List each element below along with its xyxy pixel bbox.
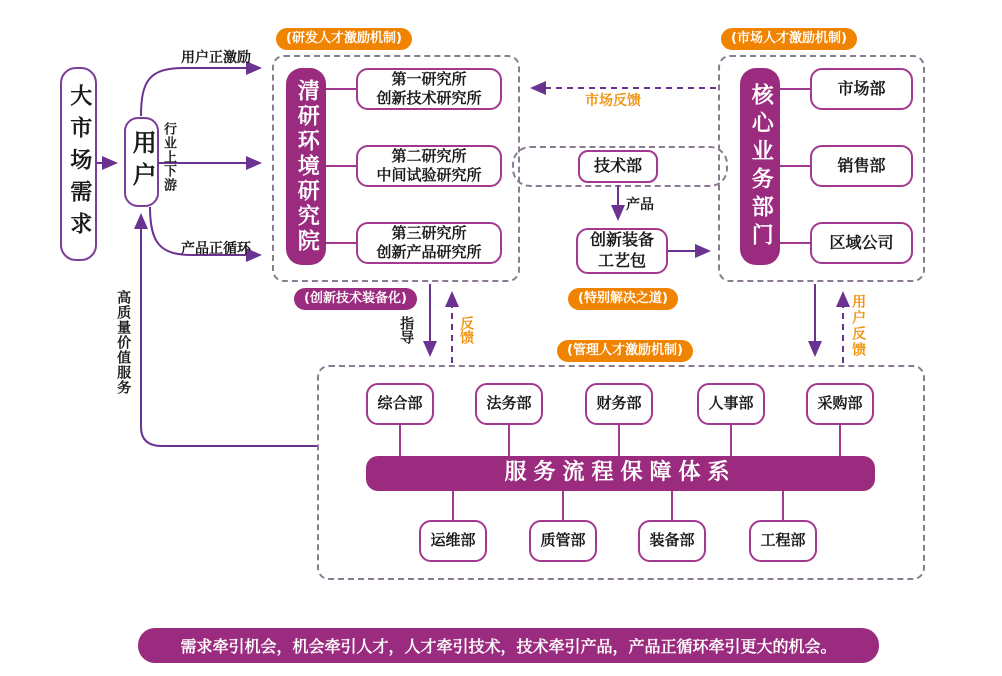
rd-core-box: 清研环境研究院 xyxy=(286,68,326,265)
rd-incentive-badge: (研发人才激励机制) xyxy=(276,28,412,50)
label-product: 产品 xyxy=(626,197,654,213)
core-business-box: 核心业务部门 xyxy=(740,68,780,265)
rd-institute-1-line1: 第一研究所 xyxy=(391,69,467,88)
label-guidance: 指导 xyxy=(398,316,415,344)
rd-institute-2 xyxy=(356,145,502,187)
rd-institute-2-line2: 中间试验研究所 xyxy=(376,166,482,184)
rd-institute-2-line1: 第二研究所 xyxy=(391,146,467,165)
rd-institute-3-line2: 创新产品研究所 xyxy=(376,243,482,261)
bottom-slogan-banner: 需求牵引机会，机会牵引人才，人才牵引技术，技术牵引产品，产品正循环牵引更大的机会。 xyxy=(138,628,879,663)
market-demand-box: 大市场需求 xyxy=(60,67,97,261)
legal-dept-box: 法务部 xyxy=(475,383,543,425)
rd-institute-3 xyxy=(356,222,502,264)
market-incentive-badge: (市场人才激励机制) xyxy=(721,28,857,50)
quality-dept-box: 质管部 xyxy=(529,520,597,562)
engineering-dept-box: 工程部 xyxy=(749,520,817,562)
label-high-quality-service: 高质量价值服务 xyxy=(115,290,132,395)
label-industry-chain: 行业上下游 xyxy=(160,122,176,192)
hr-dept-box: 人事部 xyxy=(697,383,765,425)
general-dept-box: 综合部 xyxy=(366,383,434,425)
sales-dept-box: 销售部 xyxy=(810,145,913,187)
equipment-dept-box: 装备部 xyxy=(638,520,706,562)
equipment-package-line1: 创新装备 xyxy=(589,230,654,250)
rd-institute-1 xyxy=(356,68,502,110)
special-solution-badge: (特别解决之道) xyxy=(568,288,678,310)
equipment-package-line2: 工艺包 xyxy=(597,251,646,270)
label-product-cycle: 产品正循环 xyxy=(181,241,251,257)
mgmt-incentive-badge: (管理人才激励机制) xyxy=(557,340,693,362)
equipment-package-box xyxy=(576,228,668,274)
label-user-positive-incentive: 用户正激励 xyxy=(181,50,251,66)
market-dept-box: 市场部 xyxy=(810,68,913,110)
label-feedback: 反馈 xyxy=(458,316,475,344)
label-user-feedback: 用户反馈 xyxy=(850,294,867,358)
tech-dept-box: 技术部 xyxy=(578,150,658,183)
rd-institute-1-line2: 创新技术研究所 xyxy=(376,89,482,107)
finance-dept-box: 财务部 xyxy=(585,383,653,425)
procurement-dept-box: 采购部 xyxy=(806,383,874,425)
service-process-band: 服务流程保障体系 xyxy=(366,456,875,491)
regional-company-box: 区域公司 xyxy=(810,222,913,264)
tech-equipment-badge: (创新技术装备化) xyxy=(294,288,417,310)
label-market-feedback: 市场反馈 xyxy=(585,93,641,109)
operations-dept-box: 运维部 xyxy=(419,520,487,562)
user-box: 用户 xyxy=(124,117,159,207)
rd-institute-3-line1: 第三研究所 xyxy=(391,223,467,242)
